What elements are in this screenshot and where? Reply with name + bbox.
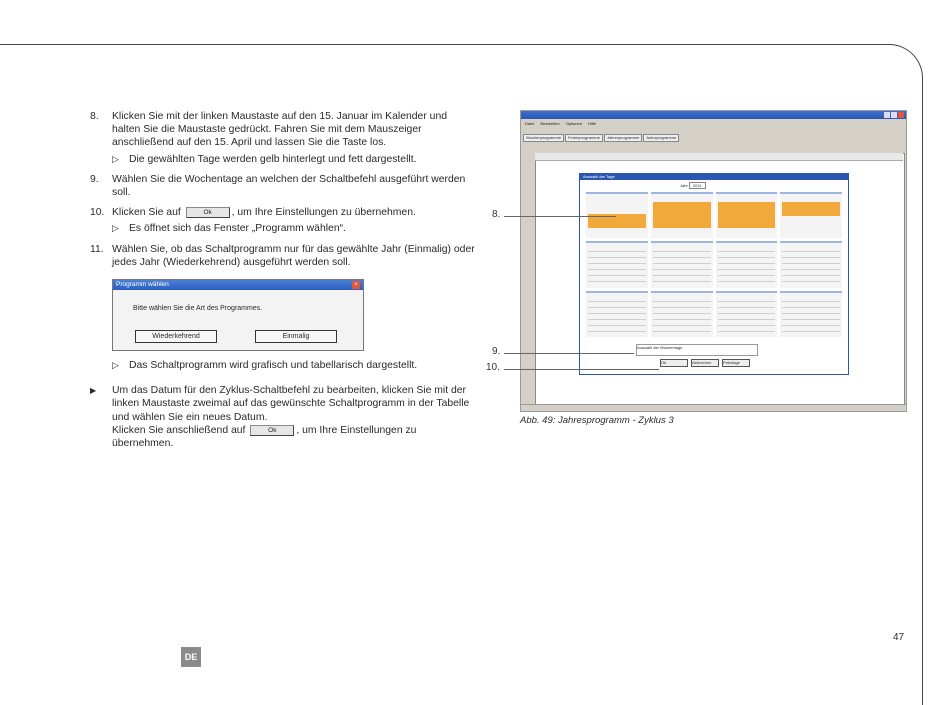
tab-astroprogramme: Astroprogramme [643, 134, 679, 142]
step-11-result [112, 359, 475, 372]
month-september [586, 291, 648, 337]
month-february [651, 192, 713, 238]
step-11 [90, 243, 475, 269]
result-triangle-icon: ▷ [112, 223, 119, 234]
step-number: 9. [90, 173, 99, 185]
calendar-dialog [579, 173, 849, 375]
weekday-selection [636, 344, 758, 356]
callout-line [504, 369, 659, 370]
step-text-before: Klicken Sie auf [112, 207, 181, 219]
month-april [780, 192, 842, 238]
wiederkehrend-button: Wiederkehrend [135, 330, 217, 343]
month-november [716, 291, 778, 337]
figure-caption: Abb. 49: Jahresprogramm - Zyklus 3 [520, 415, 674, 426]
einmalig-button: Einmalig [255, 330, 337, 343]
month-may [586, 241, 648, 287]
step-text: Klicken Sie mit der linken Maustaste auf den 15. Januar im Kalender und halten Sie die Maustaste gedrückt. Fahren Sie mit dem Mauszeiger anschließend auf den 15. April und lassen Sie die Taste los. [112, 111, 447, 149]
note-text-after: , um Ihre Einstellungen zu übernehmen. [112, 424, 417, 450]
arrow-right-icon: ▶ [90, 386, 97, 396]
month-august [780, 241, 842, 287]
step-text: Wählen Sie, ob das Schaltprogramm nur für das gewählte Jahr (Einmalig) oder jedes Jahr (Wiederkehrend) ausgeführt werden soll. [112, 243, 475, 268]
month-grid [586, 192, 842, 337]
close-icon: × [352, 281, 360, 289]
step-10 [90, 206, 475, 235]
calendar-dialog-title: Auswahl der Tage [583, 174, 615, 179]
selected-days [653, 202, 711, 228]
window-titlebar [521, 111, 906, 119]
days [718, 251, 776, 287]
callout-line [504, 353, 634, 354]
step-result [112, 153, 475, 166]
maximize-icon [891, 112, 897, 118]
dialog-message: Bitte wählen Sie die Art des Programmes. [133, 305, 263, 313]
close-icon [898, 112, 904, 118]
page-number: 47 [893, 632, 905, 643]
selected-days [782, 202, 840, 216]
tab-ferienprogramme: Ferienprogramme [565, 134, 603, 142]
language-badge: DE [181, 647, 201, 667]
days [588, 301, 646, 337]
feiertage-button: Feiertage [722, 359, 750, 367]
selected-days [718, 202, 776, 228]
step-number: 8. [90, 111, 99, 122]
days [588, 251, 646, 287]
note-text: Um das Datum für den Zyklus-Schaltbefehl zu bearbeiten, klicken Sie mit der linken Maustaste zweimal auf das gewünschte Schaltprogramm in der Tabelle und wählen Sie ein neues Datum. [112, 385, 470, 423]
menu-hilfe: Hilfe [587, 121, 596, 126]
status-bar [521, 404, 906, 411]
window-controls [884, 112, 904, 118]
result-triangle-icon: ▷ [112, 360, 119, 371]
tab-jahresprogramme: Jahresprogramme [604, 134, 642, 142]
software-screenshot [520, 110, 907, 412]
step-text: Wählen Sie die Wochentage an welchen der Schaltbefehl ausgeführt werden soll. [112, 173, 466, 199]
step-9 [90, 173, 475, 199]
days [653, 301, 711, 337]
result-text: Das Schaltprogramm wird grafisch und tabellarisch dargestellt. [129, 360, 418, 372]
result-text: Es öffnet sich das Fenster „Programm wählen“. [129, 223, 346, 235]
month-december [780, 291, 842, 337]
days [653, 251, 711, 287]
month-march [716, 192, 778, 238]
menu-bar [525, 121, 596, 126]
year-label: Jahr [680, 183, 688, 188]
callout-10: 10. [486, 362, 500, 373]
step-number: 11. [90, 243, 104, 255]
menu-optionen: Optionen [565, 121, 582, 126]
programm-waehlen-dialog [112, 279, 364, 351]
year-selector [680, 183, 706, 188]
step-result [112, 222, 475, 235]
result-text: Die gewählten Tage werden gelb hinterlegt und fett dargestellt. [129, 153, 417, 165]
result-triangle-icon: ▷ [112, 153, 119, 164]
ok-button-image: Ok [250, 425, 294, 436]
month-july [716, 241, 778, 287]
callout-line [504, 216, 616, 217]
tab-wochenprogramme: Wochenprogramme [523, 134, 564, 142]
month-october [651, 291, 713, 337]
callout-9: 9. [492, 346, 501, 357]
weekday-group-label: Auswahl der Wochentage [637, 345, 683, 350]
step-8 [90, 110, 475, 166]
program-tabs [523, 134, 679, 142]
year-value: 2011 [689, 182, 706, 189]
days [718, 301, 776, 337]
calendar-buttons [660, 359, 750, 367]
note-bullet [90, 384, 475, 450]
menu-datei: Datei [525, 121, 535, 126]
days [782, 251, 840, 287]
step-text-after: , um Ihre Einstellungen zu übernehmen. [231, 207, 416, 219]
step-number: 10. [90, 207, 105, 219]
time-bar [535, 153, 903, 161]
abbrechen-button: Abbrechen [691, 359, 719, 367]
menu-bearbeiten: Bearbeiten [540, 121, 560, 126]
minimize-icon [884, 112, 890, 118]
instruction-text [90, 110, 475, 450]
ok-button-image: Ok [186, 207, 230, 218]
calendar-dialog-titlebar [580, 174, 848, 180]
note-text-before: Klicken Sie anschließend auf [112, 424, 246, 436]
month-june [651, 241, 713, 287]
callout-8: 8. [492, 209, 501, 220]
dialog-title: Programm wählen [113, 280, 363, 290]
days [782, 301, 840, 337]
ok-button: Ok [660, 359, 688, 367]
